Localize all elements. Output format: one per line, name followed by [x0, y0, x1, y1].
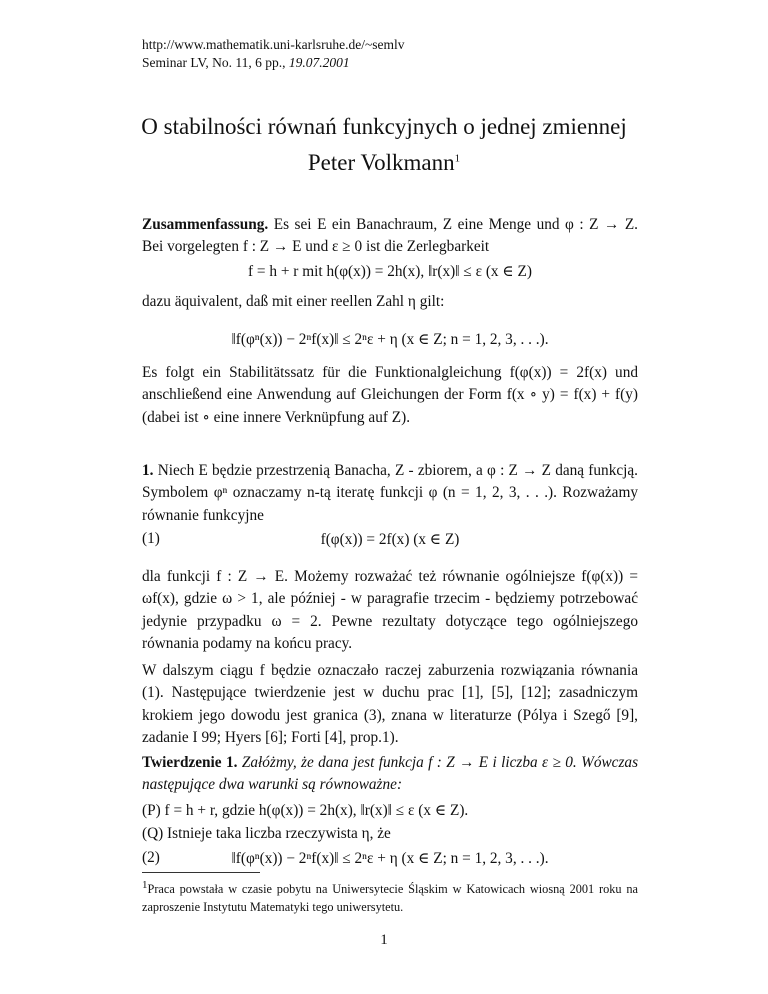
header-date: 19.07.2001 — [288, 55, 350, 70]
eq2-label: (2) — [142, 849, 160, 866]
abstract-label: Zusammenfassung. — [142, 216, 269, 233]
section1-number: 1. — [142, 462, 154, 479]
eq1-label: (1) — [142, 530, 160, 547]
theorem-label: Twierdzenie 1. — [142, 754, 238, 771]
abstract-formula-2: ‖f(φⁿ(x)) − 2ⁿf(x)‖ ≤ 2ⁿε + η (x ∈ Z; n = 1, 2, 3, . . .). — [231, 331, 549, 348]
header-seminar — [142, 54, 350, 72]
abstract-formula-1: f = h + r mit h(φ(x)) = 2h(x), ‖r(x)‖ ≤ ε (x ∈ Z) — [248, 263, 532, 280]
abstract-para-1 — [142, 214, 638, 259]
eq1: f(φ(x)) = 2f(x) (x ∈ Z) — [320, 531, 460, 548]
section1-para-2: dla funkcji f : Z → E. Możemy rozważać też równanie ogólniejsze f(φ(x)) = ωf(x), gdzie ω > 1, ale później - w paragrafie trzecim - będziemy potrzebować jedynie przypadku ω = 2. Pewne rezultaty dotyczące tego ogólniejszego równania podamy na końcu pracy. — [142, 568, 638, 653]
abstract-text-1: Es sei E ein Banachraum, Z eine Menge und φ : Z → Z. Bei vorgelegten f : Z → E und ε ≥ 0 ist die Zerlegbarkeit — [142, 216, 638, 256]
header-url[interactable]: http://www.mathematik.uni-karlsruhe.de/~semlv — [142, 37, 405, 52]
abstract-text-3: Es folgt ein Stabilitätssatz für die Funktionalgleichung f(φ(x)) = 2f(x) und anschließend eine Anwendung auf Gleichungen der Form f(x ∘ y) = f(x) + f(y) (dabei ist ∘ eine innere Verknüpfung auf Z). — [142, 364, 638, 426]
theorem-1 — [142, 752, 638, 797]
footnote-text: Praca powstała w czasie pobytu na Uniwersytecie Śląskim w Katowicach wiosną 2001 roku na zaproszenie Instytutu Matematyki tego uniwersytetu. — [142, 882, 638, 915]
footnote-rule — [142, 872, 260, 873]
abstract-text-2: dazu äquivalent, daß mit einer reellen Zahl η gilt: — [142, 293, 445, 310]
footnote-mark: 1 — [142, 879, 148, 891]
section1-para-1-text: Niech E będzie przestrzenią Banacha, Z - zbiorem, a φ : Z → Z daną funkcją. Symbolem φⁿ oznaczamy n-tą iteratę funkcji φ (n = 1, 2, 3, . . .). Rozważamy równanie funkcyjne — [142, 462, 638, 524]
paper-title: O stabilności równań funkcyjnych o jednej zmiennej — [141, 114, 627, 139]
footnote — [142, 876, 638, 916]
paper-author — [0, 150, 768, 176]
section1-para-1 — [142, 460, 638, 527]
author-name: Peter Volkmann — [307, 150, 455, 175]
eq2: ‖f(φⁿ(x)) − 2ⁿf(x)‖ ≤ 2ⁿε + η (x ∈ Z; n = 1, 2, 3, . . .). — [231, 850, 549, 867]
author-footnote-mark: 1 — [454, 152, 461, 165]
section1-para-3: W dalszym ciągu f będzie oznaczało raczej zaburzenia rozwiązania równania (1). Następujące twierdzenie jest w duchu prac [1], [5], [12]; zasadniczym krokiem jego dowodu jest granica (3), znana w literaturze (Pólya i Szegő [9], zadanie I 99; Hyers [6]; Forti [4], prop.1). — [142, 662, 638, 747]
page-number: 1 — [380, 932, 388, 948]
theorem-condition-p: (P) f = h + r, gdzie h(φ(x)) = 2h(x), ‖r(x)‖ ≤ ε (x ∈ Z). — [142, 802, 469, 819]
header-seminar-text: Seminar LV, No. 11, 6 pp., — [142, 55, 289, 70]
theorem-statement: Załóżmy, że dana jest funkcja f : Z → E i liczba ε ≥ 0. Wówczas następujące dwa warunki są równoważne: — [142, 754, 639, 794]
theorem-condition-q: (Q) Istnieje taka liczba rzeczywista η, że — [142, 825, 391, 842]
